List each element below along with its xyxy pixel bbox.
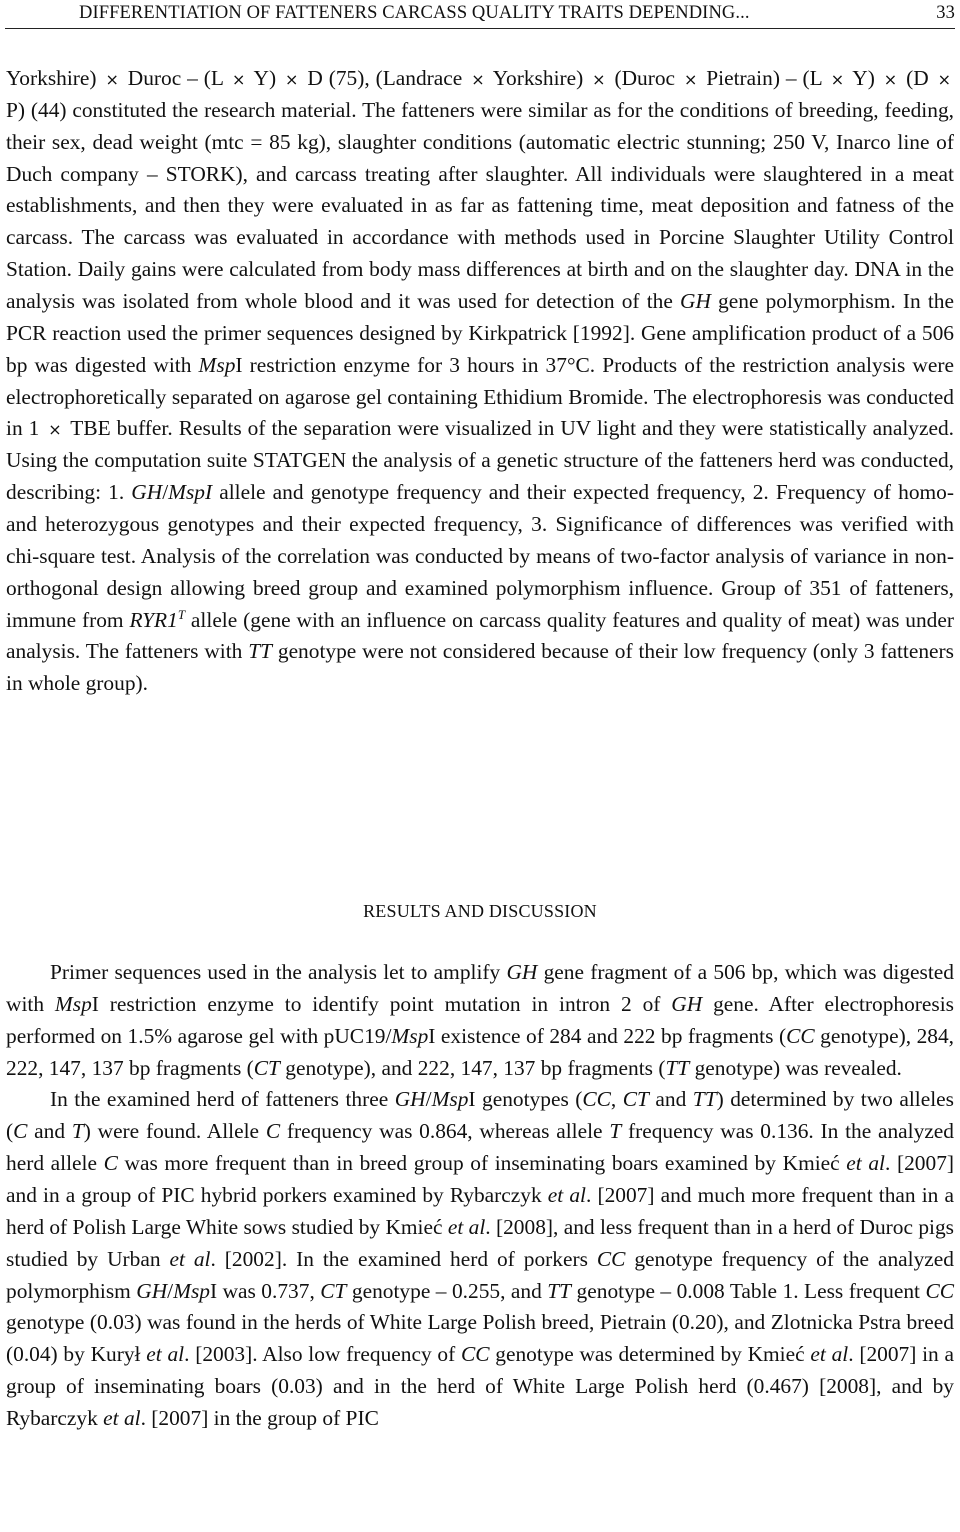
times-symbol: ×: [683, 70, 698, 89]
results-paragraph-2: In the examined herd of fatteners three GH/MspI genotypes (CC, CT and TT) determined by two alleles (C and T) were found. Allele C frequency was 0.864, whereas allele T frequency was 0.136. In the analyzed herd allele C was more frequent than in breed group of inseminating boars examined by Kmieć et al. [2007] and in a group of PIC hybrid porkers examined by Rybarczyk et al. [2007] and much more frequent than in a herd of Polish Large White sows studied by Kmieć et al. [2008], and less frequent than in a herd of Duroc pigs studied by Urban et al. [2002]. In the examined herd of porkers CC genotype frequency of the analyzed polymorphism GH/MspI was 0.737, CT genotype – 0.255, and TT genotype – 0.008 Table 1. Less frequent CC genotype (0.03) was found in the herds of White Large Polish breed, Pietrain (0.20), and Zlotnicka Pstra breed (0.04) by Kurył et al. [2003]. Also low frequency of CC genotype was determined by Kmieć et al. [2007] in a group of inseminating boars (0.03) and in the herd of White Large Polish herd (0.467) [2008], and by Rybarczyk et al. [2007] in the group of PIC: [6, 1087, 955, 1431]
results-section: [6, 957, 954, 1435]
times-symbol: ×: [592, 70, 606, 89]
page-number: 33: [936, 3, 955, 23]
methods-text: Yorkshire) × Duroc – (L × Y) × D (75), (Landrace × Yorkshire) × (Duroc × Pietrain) – (L × Y) × (D × P) (44) constituted the research material. The fatteners were similar as for the conditions of breeding, feeding, their sex, dead weight (mtc = 85 kg), slaughter conditions (automatic electric stunning; 250 V, Inarco line of Duch company – STORK), and carcass treating after slaughter. All individuals were slaughtered in a meat establishments, and then they were evaluated in as far as fattening time, meat deposition and fatness of the carcass. The carcass was evaluated in accordance with methods used in Porcine Slaughter Utility Control Station. Daily gains were calculated from body mass differences at birth and on the slaughter day. DNA in the analysis was isolated from whole blood and it was used for detection of the GH gene polymorphism. In the PCR reaction used the primer sequences designed by Kirkpatrick [1992]. Gene amplification product of a 506 bp was digested with MspI restriction enzyme for 3 hours in 37°C. Products of the restriction analysis were electrophoretically separated on agarose gel containing Ethidium Bromide. The electrophoresis was conducted in 1 × TBE buffer. Results of the separation were visualized in UV light and they were statistically analyzed. Using the computation suite STATGEN the analysis of a genetic structure of the fatteners herd was conducted, describing: 1. GH/MspI allele and genotype frequency and their expected frequency, 2. Frequency of homo- and heterozygous genotypes and their expected frequency, 3. Significance of differences was verified with chi-square test. Analysis of the correlation was conducted by means of two-factor analysis of variance in non-orthogonal design allowing breed group and examined polymorphism influence. Group of 351 of fatteners, immune from $RYR1^T$ allele (gene with an influence on carcass quality features and quality of meat) was under analysis. The fatteners with TT genotype were not considered because of their low frequency (only 3 fatteners in whole group).: [6, 66, 955, 696]
times-symbol: ×: [48, 420, 62, 440]
times-symbol: ×: [937, 70, 951, 89]
results-paragraph-1: Primer sequences used in the analysis let to amplify GH gene fragment of a 506 bp, which was digested with MspI restriction enzyme to identify point mutation in intron 2 of GH gene. After electrophoresis performed on 1.5% agarose gel with pUC19/MspI existence of 284 and 222 bp fragments (CC genotype), 284, 222, 147, 137 bp fragments (CT genotype), and 222, 147, 137 bp fragments (TT genotype) was revealed.: [6, 960, 955, 1080]
section-heading: RESULTS AND DISCUSSION: [363, 901, 597, 921]
times-symbol: ×: [883, 70, 898, 89]
methods-paragraph: [6, 63, 954, 700]
times-symbol: ×: [830, 70, 845, 89]
times-symbol: ×: [471, 70, 485, 89]
times-symbol: ×: [105, 70, 119, 89]
times-symbol: ×: [232, 70, 246, 89]
running-header: [5, 0, 955, 29]
times-symbol: ×: [285, 70, 299, 89]
running-title: DIFFERENTIATION OF FATTENERS CARCASS QUALITY TRAITS DEPENDING...: [79, 3, 750, 23]
